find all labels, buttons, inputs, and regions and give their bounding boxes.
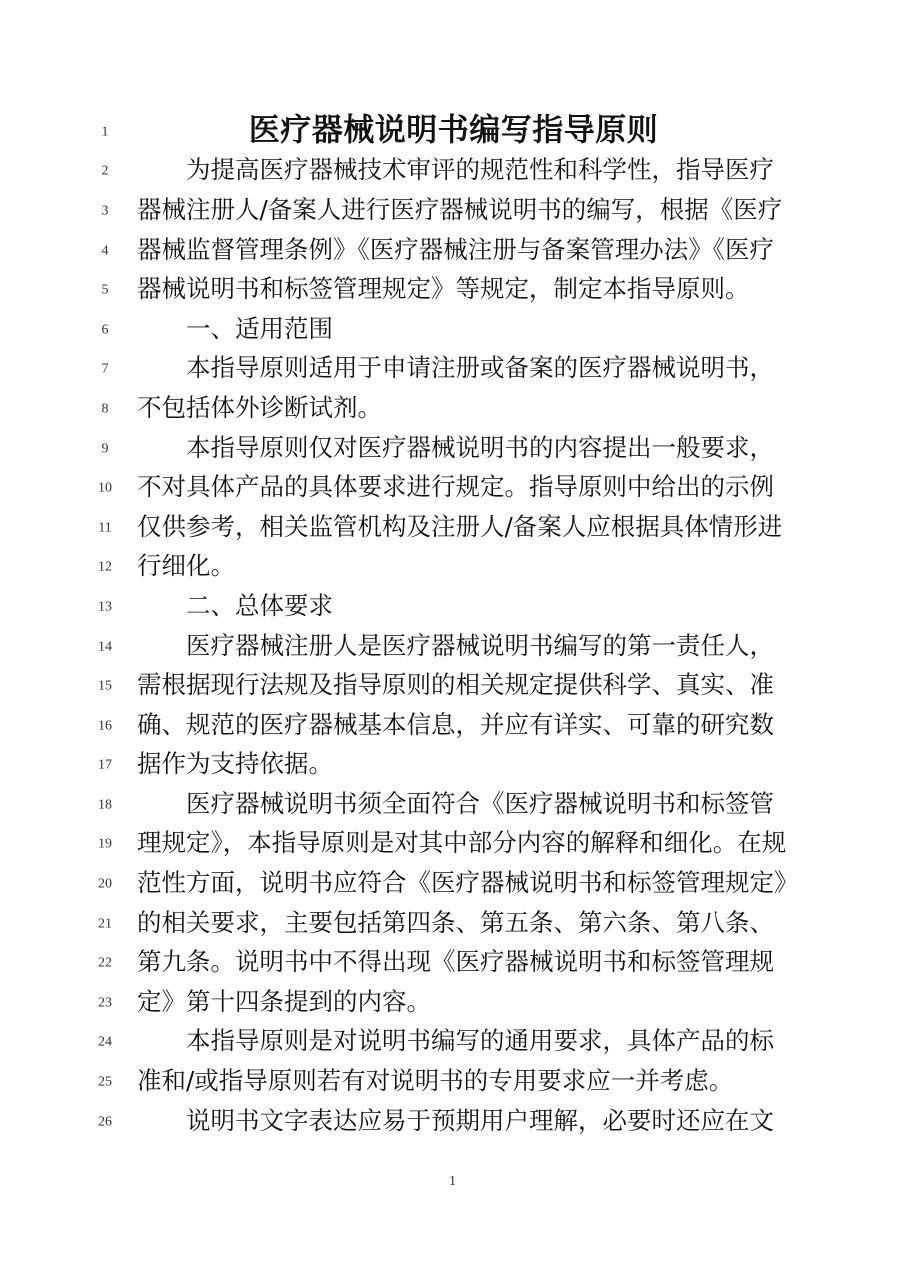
paragraph-text: 范性方面，说明书应符合《医疗器械说明书和标签管理规定》 <box>137 867 799 897</box>
document-line <box>0 349 905 389</box>
line-number: 6 <box>101 322 109 338</box>
paragraph-text: 器械说明书和标签管理规定》等规定，制定本指导原则。 <box>137 273 750 303</box>
document-line <box>0 309 905 349</box>
paragraph-text: 器械监督管理条例》《医疗器械注册与备案管理办法》《医疗 <box>137 234 774 264</box>
paragraph-text: 准和/或指导原则若有对说明书的专用要求应一并考虑。 <box>137 1065 734 1095</box>
paragraph-text: 不对具体产品的具体要求进行规定。指导原则中给出的示例 <box>137 471 774 501</box>
line-number: 2 <box>101 163 109 179</box>
document-line <box>0 982 905 1022</box>
paragraph-text: 器械注册人/备案人进行医疗器械说明书的编写，根据《医疗 <box>137 194 783 224</box>
paragraph-text: 第九条。说明书中不得出现《医疗器械说明书和标签管理规 <box>137 947 774 977</box>
document-line <box>0 269 905 309</box>
section-heading: 一、适用范围 <box>186 313 333 343</box>
paragraph-text: 行细化。 <box>137 551 235 581</box>
document-line <box>0 824 905 864</box>
line-number: 19 <box>98 837 112 853</box>
paragraph-text: 确、规范的医疗器械基本信息，并应有详实、可靠的研究数 <box>137 709 774 739</box>
line-number: 14 <box>98 639 112 655</box>
paragraph-text: 仅供参考，相关监管机构及注册人/备案人应根据具体情形进 <box>137 511 783 541</box>
document-line <box>0 942 905 982</box>
document-line <box>0 547 905 587</box>
line-number: 1 <box>101 124 109 140</box>
document-line <box>0 1101 905 1141</box>
document-line <box>0 230 905 270</box>
paragraph-text: 医疗器械说明书须全面符合《医疗器械说明书和标签管 <box>186 788 774 818</box>
line-number: 15 <box>98 678 112 694</box>
section-heading: 二、总体要求 <box>186 590 333 620</box>
document-line <box>0 388 905 428</box>
line-number: 13 <box>98 599 112 615</box>
line-number: 9 <box>101 441 109 457</box>
document-line <box>0 467 905 507</box>
document-line <box>0 190 905 230</box>
document-line <box>0 1022 905 1062</box>
line-number: 17 <box>98 757 112 773</box>
document-line <box>0 586 905 626</box>
document-line <box>0 705 905 745</box>
line-number: 3 <box>101 203 109 219</box>
line-number: 8 <box>101 401 109 417</box>
line-number: 20 <box>98 876 112 892</box>
paragraph-text: 需根据现行法规及指导原则的相关规定提供科学、真实、准 <box>137 669 774 699</box>
document-line <box>0 745 905 785</box>
paragraph-text: 本指导原则适用于申请注册或备案的医疗器械说明书， <box>186 353 774 383</box>
document-line <box>0 863 905 903</box>
document-line <box>0 665 905 705</box>
paragraph-text: 定》第十四条提到的内容。 <box>137 986 431 1016</box>
line-number: 5 <box>101 282 109 298</box>
document-line <box>0 784 905 824</box>
document-body <box>0 111 905 1140</box>
document-line <box>0 151 905 191</box>
paragraph-text: 本指导原则是对说明书编写的通用要求，具体产品的标 <box>186 1026 774 1056</box>
paragraph-text: 本指导原则仅对医疗器械说明书的内容提出一般要求， <box>186 432 774 462</box>
line-number: 16 <box>98 718 112 734</box>
document-line <box>0 111 905 151</box>
page-number: 1 <box>449 1174 456 1189</box>
document-line <box>0 507 905 547</box>
paragraph-text: 据作为支持依据。 <box>137 749 333 779</box>
paragraph-text: 不包括体外诊断试剂。 <box>137 392 382 422</box>
line-number: 12 <box>98 559 112 575</box>
line-number: 7 <box>101 361 109 377</box>
line-number: 4 <box>101 243 109 259</box>
paragraph-text: 为提高医疗器械技术审评的规范性和科学性，指导医疗 <box>186 155 774 185</box>
document-line <box>0 1061 905 1101</box>
line-number: 18 <box>98 797 112 813</box>
paragraph-text: 医疗器械注册人是医疗器械说明书编写的第一责任人， <box>186 630 774 660</box>
paragraph-text: 说明书文字表达应易于预期用户理解，必要时还应在文 <box>186 1105 774 1135</box>
line-number: 23 <box>98 995 112 1011</box>
paragraph-text: 的相关要求，主要包括第四条、第五条、第六条、第八条、 <box>137 907 774 937</box>
line-number: 24 <box>98 1035 112 1051</box>
line-number: 21 <box>98 916 112 932</box>
line-number: 10 <box>98 480 112 496</box>
line-number: 25 <box>98 1074 112 1090</box>
line-number: 26 <box>98 1114 112 1130</box>
line-number: 11 <box>98 520 112 536</box>
document-line <box>0 428 905 468</box>
paragraph-text: 理规定》，本指导原则是对其中部分内容的解释和细化。在规 <box>137 828 787 858</box>
document-title: 医疗器械说明书编写指导原则 <box>248 112 659 149</box>
line-number: 22 <box>98 955 112 971</box>
document-line <box>0 903 905 943</box>
document-line <box>0 626 905 666</box>
